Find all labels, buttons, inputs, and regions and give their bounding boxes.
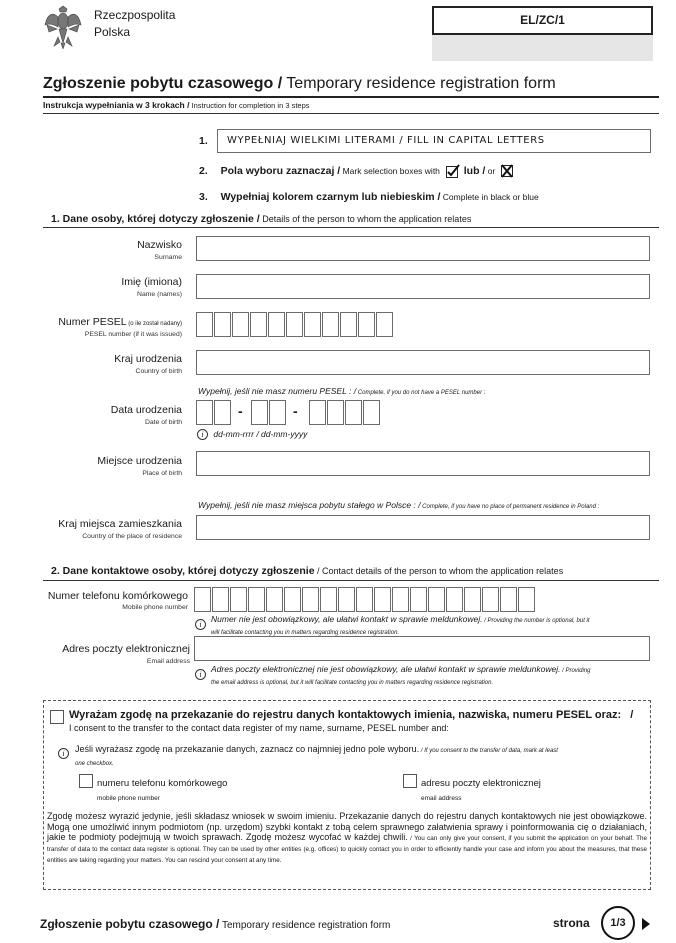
no-pesel-note [198,386,485,396]
instruction-heading [43,100,310,110]
surname-label [0,239,182,267]
phone-label-pl: Numer telefonu komórkowego [47,590,188,602]
phone-label [0,590,188,618]
name-label-en: Name (names) [137,291,182,298]
section-1-rule [43,227,659,228]
pesel-label-pl: Numer PESEL [58,316,127,328]
email-note-en: / Providing [560,668,591,674]
checkmark-box-icon [446,164,461,178]
phone-digit[interactable] [482,587,499,612]
step-2 [199,164,514,178]
pesel-label [0,316,182,344]
country-name [94,7,175,41]
phone-digit[interactable] [266,587,283,612]
dob-format-hint [197,429,307,440]
phone-digit[interactable] [248,587,265,612]
eagle-emblem-icon [44,5,82,49]
birth-place-label-pl: Miejsce urodzenia [97,455,182,467]
dob-year-digit[interactable] [363,400,380,425]
dob-month-field[interactable] [251,400,287,425]
residence-country-label [0,518,182,546]
dob-label-en: Date of birth [144,419,182,426]
dob-day-digit[interactable] [214,400,231,425]
consent-phone-label-en: mobile phone number [97,795,160,802]
dob-month-digit[interactable] [251,400,268,425]
no-permanent-note-en: Complete, if you have no place of permanent residence in Poland : [420,504,600,510]
dob-day-field[interactable] [196,400,232,425]
pesel-digit[interactable] [268,312,285,337]
phone-digit[interactable] [428,587,445,612]
pesel-digit[interactable] [232,312,249,337]
pesel-digit[interactable] [214,312,231,337]
phone-digit[interactable] [500,587,517,612]
dob-year-digit[interactable] [345,400,362,425]
phone-field[interactable] [194,587,536,612]
email-field[interactable] [194,636,650,661]
consent-info-pl: Jeśli wyrażasz zgodę na przekazanie danych, zaznacz co najmniej jedno pole wyboru. [75,744,420,754]
birth-country-label [0,353,182,381]
consent-phone-label: numeru telefonu komórkowego [97,778,228,789]
birth-place-label [0,455,182,483]
consent-email-checkbox[interactable] [403,774,417,788]
pesel-digit[interactable] [304,312,321,337]
country-name-line1: Rzeczpospolita [94,8,176,22]
birth-country-label-pl: Kraj urodzenia [114,353,182,365]
section-2-title-en: / Contact details of the person to whom the application relates [314,566,564,576]
consent-email-label: adresu poczty elektronicznej [421,778,541,789]
info-icon: i [58,748,69,759]
phone-digit[interactable] [446,587,463,612]
email-note-pl: Adres poczty elektronicznej nie jest obowiązkowy, ale ułatwi kontakt w sprawie meldunkowej. [211,664,561,674]
info-icon: i [197,429,208,440]
step-2-or: or [485,165,496,176]
instruction-heading-en: Instruction for completion in 3 steps [189,101,310,110]
info-icon: i [195,669,206,680]
phone-label-en: Mobile phone number [122,604,188,611]
country-name-line2: Polska [94,25,131,39]
dob-label [0,404,182,432]
phone-note-en2: will facilitate contacting you in matters regarding residence registration. [211,630,400,636]
email-note [211,664,656,688]
email-label-pl: Adres poczty elektronicznej [62,643,190,655]
consent-info [75,744,650,770]
page-label: strona [553,916,590,930]
phone-digit[interactable] [374,587,391,612]
no-pesel-note-en: Complete, if you do not have a PESEL number : [356,390,486,396]
pesel-digit[interactable] [286,312,303,337]
name-label [0,276,182,304]
cross-box-icon [500,164,514,178]
pesel-digit[interactable] [340,312,357,337]
instruction-heading-pl: Instrukcja wypełniania w 3 krokach / [43,100,190,110]
step-1-text: WYPEŁNIAJ WIELKIMI LITERAMI / FILL IN CAPITAL LETTERS [227,135,545,146]
form-code: EL/ZC/1 [520,13,565,27]
consent-title-slash: / [630,709,634,721]
birth-place-field[interactable] [196,451,650,476]
dob-dash-1: - [238,403,243,419]
pesel-label-main [58,316,182,328]
next-page-arrow-icon[interactable] [641,917,651,929]
footer-title [40,917,390,931]
phone-digit[interactable] [518,587,535,612]
consent-info-icon [58,745,69,763]
birth-place-label-en: Place of birth [142,470,182,477]
surname-label-pl: Nazwisko [137,239,182,251]
phone-digit[interactable] [356,587,373,612]
consent-info-en2: one checkbox. [75,761,114,767]
birth-country-label-en: Country of birth [135,368,182,375]
dob-dash-2: - [293,403,298,419]
pesel-label-en: PESEL number (if it was issued) [84,331,182,338]
phone-digit[interactable] [212,587,229,612]
info-icon: i [195,619,206,630]
phone-note [211,614,651,638]
step-2-pl: Pola wyboru zaznaczaj / [220,164,341,177]
page-number-badge [601,906,635,940]
section-2-title-pl: 2. Dane kontaktowe osoby, której dotyczy zgłoszenie [51,565,315,577]
consent-paragraph-pl: Zgodę możesz wyrazić jedynie, jeśli składasz wniosek w swoim imieniu. Przekazanie danych do rejestru danych kontaktowych nie jest obowiązkowe. Mogą one umożliwić innym podmiotom (np. urzędom) szybki kontakt z tobą celem sprawnego załatwienia sprawy i poinformowania cię o działaniach, jakie te podmioty podejmują w twoich sprawach. Zgodę możesz wycofać w każdej chwili. [47,811,647,842]
phone-digit[interactable] [392,587,409,612]
email-note-en2: the email address is optional, but it will facilitate contacting you in matters regarding residence registration. [211,680,494,686]
residence-country-field[interactable] [196,515,650,540]
instruction-rule [43,113,659,114]
section-2-title [51,565,563,577]
phone-note-pl: Numer nie jest obowiązkowy, ale ułatwi kontakt w sprawie meldunkowej. [211,614,483,624]
footer-title-pl: Zgłoszenie pobytu czasowego / [40,917,220,931]
residence-country-label-pl: Kraj miejsca zamieszkania [58,518,182,530]
dob-year-field[interactable] [309,400,381,425]
dob-format-text: dd-mm-rrrr / dd-mm-yyyy [213,429,308,439]
dob-day-digit[interactable] [196,400,213,425]
email-label [0,643,190,671]
page-title [43,75,556,93]
consent-title-en: I consent to the transfer to the contact data register of my name, surname, PESEL number and: [69,723,449,733]
name-field[interactable] [196,274,650,299]
form-code-box [432,6,653,35]
footer-title-en: Temporary residence registration form [219,920,391,931]
dob-year-digit[interactable] [309,400,326,425]
section-1-title-en: Details of the person to whom the application relates [259,214,472,224]
page-number: 1/3 [610,917,626,929]
consent-email-label-en: email address [421,795,462,802]
phone-digit[interactable] [194,587,211,612]
section-1-title [51,213,471,225]
consent-checkbox[interactable] [50,710,64,724]
phone-digit[interactable] [230,587,247,612]
phone-digit[interactable] [464,587,481,612]
phone-note-en: / Providing the number is optional, but it [482,618,590,624]
step-3 [199,191,539,203]
step-3-pl: Wypełniaj kolorem czarnym lub niebieskim / [220,191,441,203]
consent-phone-checkbox[interactable] [79,774,93,788]
pesel-digit[interactable] [322,312,339,337]
step-2-en: Mark selection boxes with [340,165,440,176]
phone-digit[interactable] [320,587,337,612]
phone-digit[interactable] [338,587,355,612]
section-1-title-pl: 1. Dane osoby, której dotyczy zgłoszenie / [51,213,260,225]
no-permanent-note-pl: Wypełnij, jeśli nie masz miejsca pobytu stałego w Polsce : / [198,500,421,510]
phone-digit[interactable] [410,587,427,612]
step-3-en: Complete in black or blue [440,192,539,202]
email-label-en: Email address [146,658,190,665]
step-1-number: 1. [199,135,208,147]
no-permanent-note [198,500,599,510]
dob-year-digit[interactable] [327,400,344,425]
step-1-box [217,129,651,153]
page-title-pl: Zgłoszenie pobytu czasowego / [43,75,283,92]
dob-label-pl: Data urodzenia [110,404,182,416]
page-title-en: Temporary residence registration form [282,75,556,92]
step-3-number: 3. [199,191,208,203]
pesel-digit[interactable] [358,312,375,337]
phone-digit[interactable] [302,587,319,612]
step-2-number: 2. [199,164,208,177]
section-2-rule [43,580,659,581]
title-rule [43,96,659,98]
surname-label-en: Surname [154,254,182,261]
pesel-digit[interactable] [376,312,393,337]
pesel-field[interactable] [196,312,394,337]
pesel-label-note: (o ile został nadany) [126,321,182,327]
email-info-icon [195,666,206,684]
consent-title-pl: Wyrażam zgodę na przekazanie do rejestru danych kontaktowych imienia, nazwiska, numeru PESEL oraz: [69,709,622,721]
name-label-pl: Imię (imiona) [121,276,182,288]
consent-paragraph [47,811,647,865]
office-use-box [432,35,653,61]
birth-country-field[interactable] [196,350,650,375]
dob-month-digit[interactable] [269,400,286,425]
consent-info-en: / If you consent to the transfer of data, mark at least [419,748,558,754]
surname-field[interactable] [196,236,650,261]
consent-title [69,709,644,721]
phone-info-icon [195,616,206,634]
consent-paragraph-en: / You can only give your consent, if you submit the application on your behalf. The transfer of data to the contact data register is optional. They can be used by other entities (e.g. offices) to quickly contact you in order to efficiently handle your case and inform you about the measures, that these entities are taking regarding your matters. You can rescind your consent at any time. [47,835,647,864]
pesel-digit[interactable] [250,312,267,337]
phone-digit[interactable] [284,587,301,612]
pesel-digit[interactable] [196,312,213,337]
no-pesel-note-pl: Wypełnij, jeśli nie masz numeru PESEL : / [198,386,357,396]
step-2-lub: lub / [463,164,486,177]
residence-country-label-en: Country of the place of residence [82,533,182,540]
